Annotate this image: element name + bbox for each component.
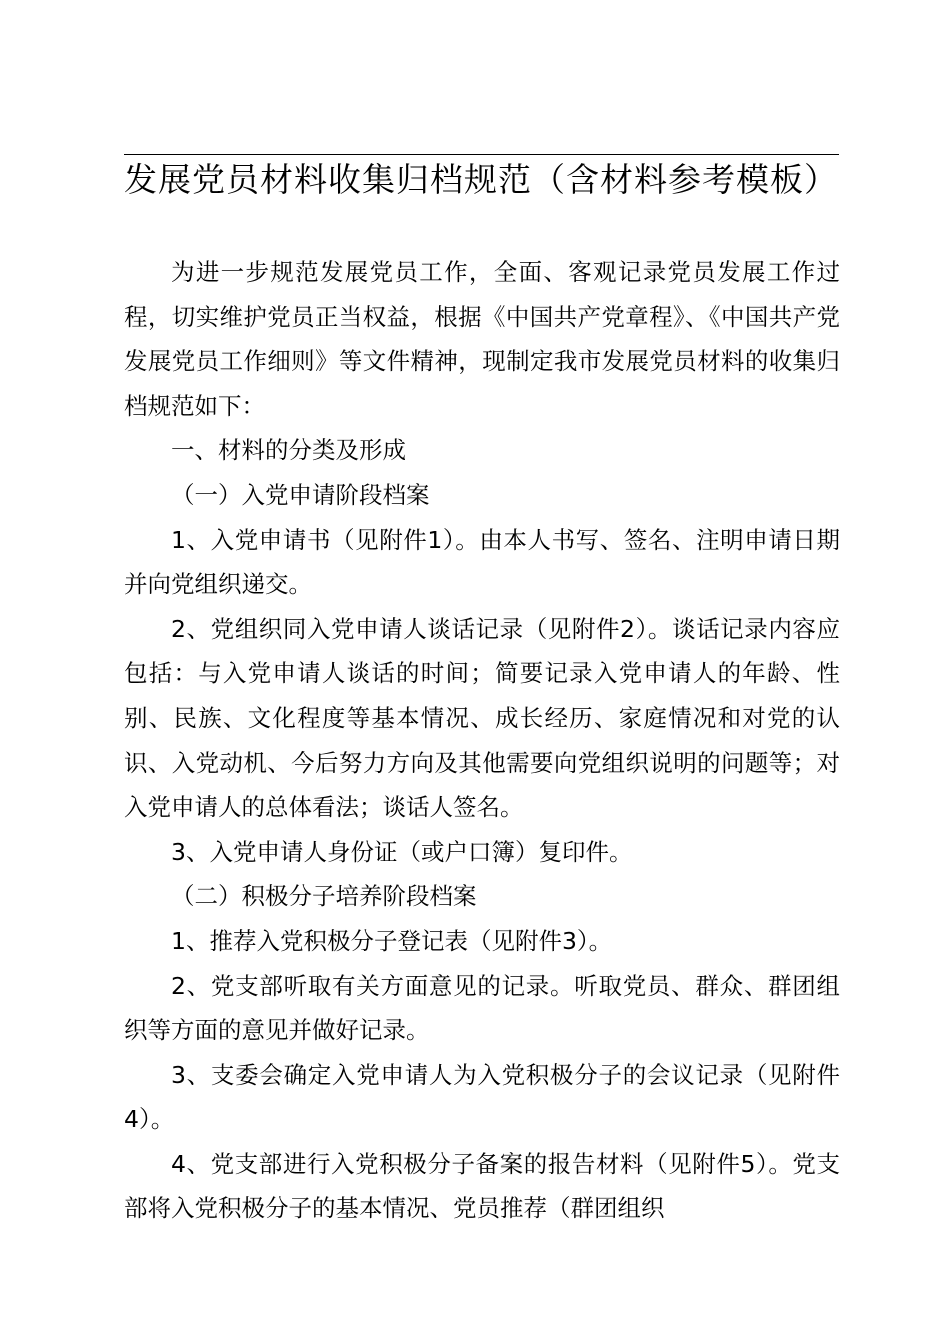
list-item: 2、党支部听取有关方面意见的记录。听取党员、群众、群团组织等方面的意见并做好记录。	[124, 971, 840, 1045]
list-item: 3、入党申请人身份证（或户口簿）复印件。	[171, 837, 633, 866]
list-item: 4、党支部进行入党积极分子备案的报告材料（见附件5）。党支部将入党积极分子的基本情况、党员推荐（群团组织	[124, 1149, 840, 1223]
list-item: 3、支委会确定入党申请人为入党积极分子的会议记录（见附件4）。	[124, 1060, 840, 1134]
intro-paragraph: 为进一步规范发展党员工作，全面、客观记录党员发展工作过程，切实维护党员正当权益，根据《中国共产党章程》、《中国共产党发展党员工作细则》等文件精神，现制定我市发展党员材料的收集归档规范如下：	[124, 258, 840, 420]
list-item: 1、入党申请书（见附件1）。由本人书写、签名、注明申请日期并向党组织递交。	[124, 525, 840, 599]
section-heading: 一、材料的分类及形成	[171, 436, 406, 465]
document-title: 发展党员材料收集归档规范（含材料参考模板）	[124, 160, 838, 199]
header-rule	[124, 154, 839, 155]
list-item: 1、推荐入党积极分子登记表（见附件3）。	[171, 926, 613, 955]
subsection-heading: （一）入党申请阶段档案	[171, 480, 430, 509]
subsection-heading: （二）积极分子培养阶段档案	[171, 882, 477, 911]
list-item: 2、党组织同入党申请人谈话记录（见附件2）。谈话记录内容应包括：与入党申请人谈话的时间；简要记录入党申请人的年龄、性别、民族、文化程度等基本情况、成长经历、家庭情况和对党的认识、入党动机、今后努力方向及其他需要向党组织说明的问题等；对入党申请人的总体看法；谈话人签名。	[124, 614, 840, 822]
document-body	[124, 250, 840, 1231]
